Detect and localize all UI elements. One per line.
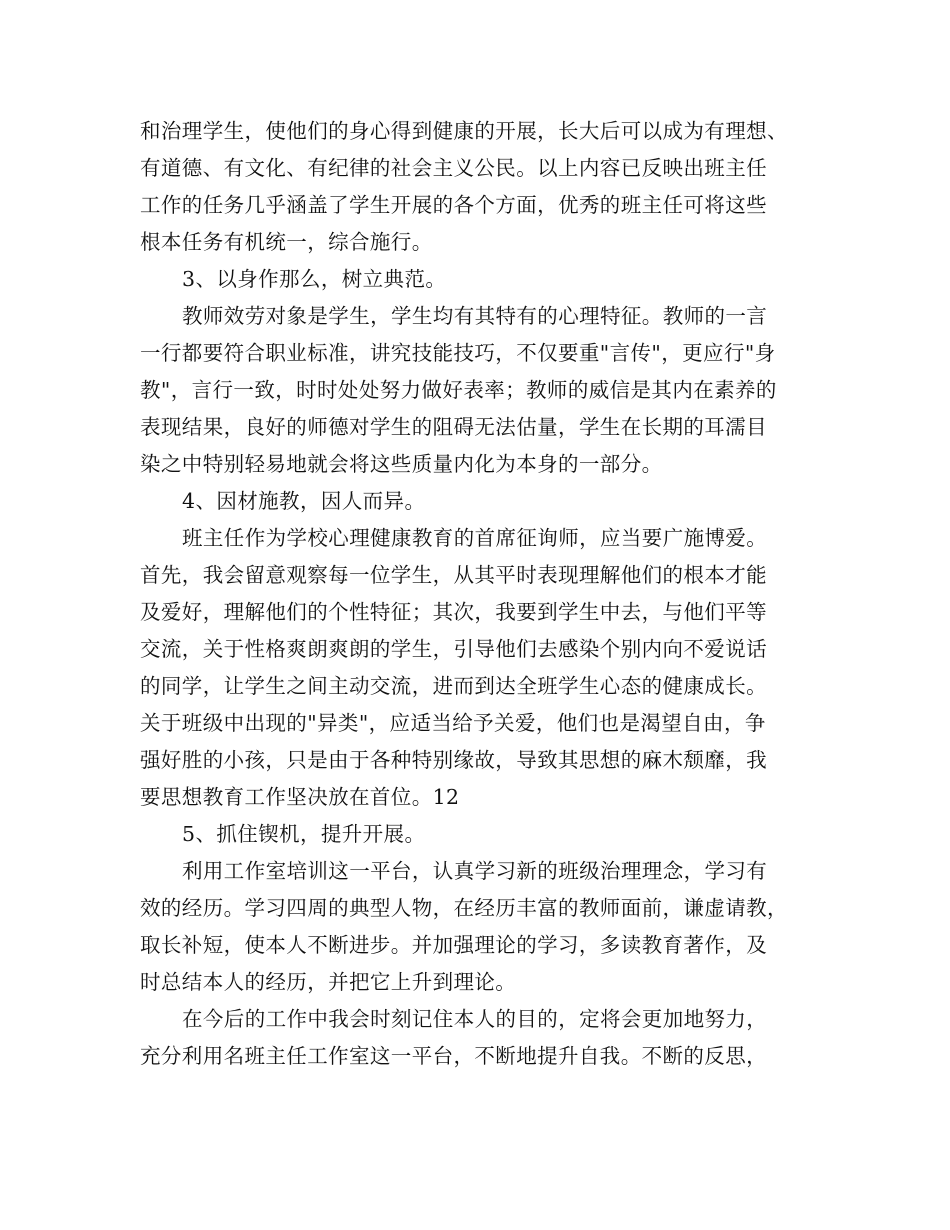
document-page	[140, 113, 840, 1075]
text-line: 的同学，让学生之间主动交流，进而到达全班学生心态的健康成长。	[140, 674, 767, 698]
text-line: 关于班级中出现的"异类"，应适当给予关爱，他们也是渴望自由，争	[140, 711, 766, 735]
text-line: 根本任务有机统一，综合施行。	[140, 230, 433, 254]
text-line: 充分利用名班主任工作室这一平台，不断地提升自我。不断的反思，	[140, 1044, 767, 1068]
text-line: 工作的任务几乎涵盖了学生开展的各个方面，优秀的班主任可将这些	[140, 193, 767, 217]
text-line: 班主任作为学校心理健康教育的首席征询师，应当要广施博爱。	[182, 526, 768, 550]
text-line: 有道德、有文化、有纪律的社会主义公民。以上内容已反映出班主任	[140, 156, 767, 180]
section-heading: 4、因材施教，因人而异。	[182, 489, 426, 513]
text-line: 及爱好，理解他们的个性特征；其次，我要到学生中去，与他们平等	[140, 600, 767, 624]
text-line: 利用工作室培训这一平台，认真学习新的班级治理理念，学习有	[182, 859, 768, 883]
text-line: 交流，关于性格爽朗爽朗的学生，引导他们去感染个别内向不爱说话	[140, 637, 767, 661]
text-line: 教师效劳对象是学生，学生均有其特有的心理特征。教师的一言	[182, 304, 768, 328]
text-line: 要思想教育工作坚决放在首位。12	[140, 785, 460, 809]
text-line: 教"，言行一致，时时处处努力做好表率；教师的威信是其内在素养的	[140, 378, 777, 402]
text-line: 在今后的工作中我会时刻记住本人的目的，定将会更加地努力，	[182, 1007, 768, 1031]
text-line: 首先，我会留意观察每一位学生，从其平时表现理解他们的根本才能	[140, 563, 767, 587]
text-line: 表现结果，良好的师德对学生的阻碍无法估量，学生在长期的耳濡目	[140, 415, 767, 439]
text-line: 和治理学生，使他们的身心得到健康的开展，长大后可以成为有理想、	[140, 119, 788, 143]
text-line: 取长补短，使本人不断进步。并加强理论的学习，多读教育著作，及	[140, 933, 767, 957]
section-heading: 5、抓住锲机，提升开展。	[182, 822, 426, 846]
text-line: 染之中特别轻易地就会将这些质量内化为本身的一部分。	[140, 452, 663, 476]
text-line: 时总结本人的经历，并把它上升到理论。	[140, 970, 517, 994]
text-line: 强好胜的小孩，只是由于各种特别缘故，导致其思想的麻木颓靡，我	[140, 748, 767, 772]
section-heading: 3、以身作那么，树立典范。	[182, 267, 447, 291]
text-line: 一行都要符合职业标准，讲究技能技巧，不仅要重"言传"，更应行"身	[140, 341, 776, 365]
text-line: 效的经历。学习四周的典型人物，在经历丰富的教师面前，谦虚请教，	[140, 896, 788, 920]
